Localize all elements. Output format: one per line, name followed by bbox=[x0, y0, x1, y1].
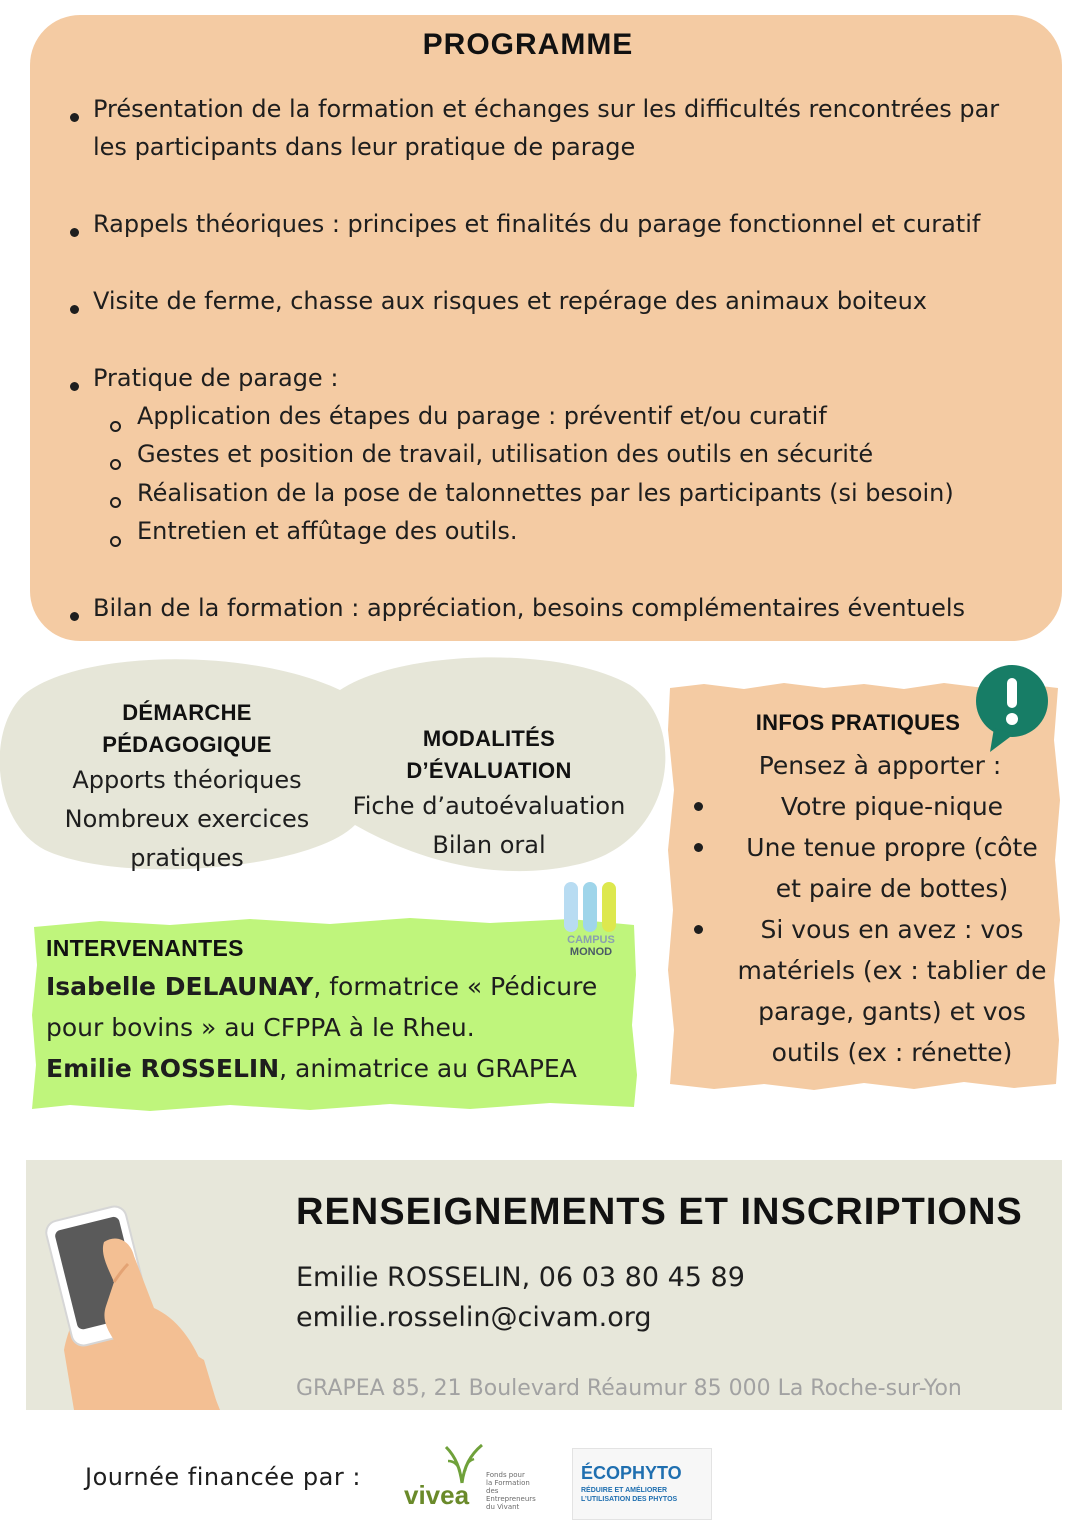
vivea-tag-4: du Vivant bbox=[486, 1503, 520, 1511]
infos-bullet-icon bbox=[694, 925, 703, 934]
intervenante-2-name: Emilie ROSSELIN bbox=[46, 1054, 280, 1083]
infos-list bbox=[690, 786, 1060, 1073]
campus-logo-top: CAMPUS bbox=[567, 934, 615, 946]
infos-item-1 bbox=[690, 786, 1060, 827]
modalites-title: MODALITÉS D’ÉVALUATION bbox=[406, 726, 572, 783]
programme-subitem-3: Réalisation de la pose de talonnettes par les participants (si besoin) bbox=[137, 479, 954, 507]
ecophyto-tag-2: L’UTILISATION DES PHYTOS bbox=[581, 1496, 678, 1503]
vivea-tag-1: Fonds pour bbox=[486, 1471, 525, 1479]
programme-subitem-2: Gestes et position de travail, utilisation des outils en sécurité bbox=[137, 440, 874, 468]
programme-item-4: Pratique de parage : bbox=[93, 364, 339, 392]
infos-item-3-line-3: parage, gants) et vos bbox=[758, 997, 1026, 1026]
contact-email[interactable]: emilie.rosselin@civam.org bbox=[296, 1302, 652, 1333]
infos-bullet-icon bbox=[694, 843, 703, 852]
programme-subitem-1: Application des étapes du parage : préventif et/ou curatif bbox=[137, 402, 827, 430]
infos-item-3-line-2: matériels (ex : tablier de bbox=[737, 956, 1047, 985]
exclamation-icon bbox=[972, 664, 1052, 756]
modalites-line-2: Bilan oral bbox=[432, 831, 546, 859]
programme-title: PROGRAMME bbox=[422, 28, 634, 61]
vivea-tag-2: la Formation bbox=[486, 1479, 530, 1487]
infos-item-2-line-1: Une tenue propre (côte bbox=[746, 833, 1038, 862]
vivea-leaf-icon bbox=[438, 1437, 488, 1485]
vivea-tagline bbox=[486, 1471, 536, 1511]
demarche-block bbox=[40, 697, 334, 878]
contact-title: RENSEIGNEMENTS ET INSCRIPTIONS bbox=[296, 1191, 1023, 1233]
infos-bullet-icon bbox=[694, 802, 703, 811]
contact-address: GRAPEA 85, 21 Boulevard Réaumur 85 000 La Roche-sur-Yon bbox=[296, 1376, 962, 1401]
ecophyto-name: ÉCOPHYTO bbox=[581, 1463, 682, 1483]
programme-item-2: Rappels théoriques : principes et finalités du parage fonctionnel et curatif bbox=[93, 210, 981, 238]
ecophyto-tagline bbox=[581, 1486, 677, 1504]
intervenantes-block bbox=[46, 930, 626, 1089]
phone-in-hand-icon bbox=[44, 1200, 254, 1410]
intervenantes-title: INTERVENANTES bbox=[46, 935, 244, 961]
programme-item-1: Présentation de la formation et échanges sur les difficultés rencontrées par bbox=[93, 95, 1000, 123]
infos-item-2-line-2: et paire de bottes) bbox=[775, 874, 1009, 903]
infos-item-3-line-4: outils (ex : rénette) bbox=[771, 1038, 1013, 1067]
infos-item-1-line-1: Votre pique-nique bbox=[780, 792, 1004, 821]
demarche-line-3: pratiques bbox=[130, 844, 244, 872]
demarche-title: DÉMARCHE PÉDAGOGIQUE bbox=[102, 700, 272, 757]
campus-bar-blue bbox=[564, 882, 578, 932]
ecophyto-tag-1: RÉDUIRE ET AMÉLIORER bbox=[581, 1487, 668, 1494]
ecophyto-logo bbox=[572, 1448, 712, 1520]
modalites-block bbox=[340, 723, 638, 865]
infos-title: INFOS PRATIQUES bbox=[755, 710, 961, 735]
modalites-line-1: Fiche d’autoévaluation bbox=[352, 792, 626, 820]
intervenante-2-role: , animatrice au GRAPEA bbox=[279, 1054, 577, 1083]
programme-item-3: Visite de ferme, chasse aux risques et repérage des animaux boiteux bbox=[93, 287, 928, 315]
campus-logo-bottom: MONOD bbox=[569, 946, 613, 958]
infos-intro: Pensez à apporter : bbox=[758, 751, 1002, 780]
campus-bar-cyan bbox=[583, 882, 597, 932]
infos-item-3 bbox=[690, 909, 1060, 1073]
vivea-logo bbox=[404, 1437, 534, 1517]
demarche-line-2: Nombreux exercices bbox=[64, 805, 310, 833]
campus-bar-yellow bbox=[602, 882, 616, 932]
programme-item-1-cont: les participants dans leur pratique de parage bbox=[93, 133, 636, 161]
vivea-tag-3: des Entrepreneurs bbox=[486, 1487, 536, 1503]
infos-item-2 bbox=[690, 827, 1060, 909]
intervenante-1-role-cont: pour bovins » au CFPPA à le Rheu. bbox=[46, 1013, 475, 1042]
intervenante-1-name: Isabelle DELAUNAY bbox=[46, 972, 314, 1001]
programme-subitem-4: Entretien et affûtage des outils. bbox=[137, 517, 518, 545]
vivea-name: vivea bbox=[404, 1480, 470, 1510]
demarche-line-1: Apports théoriques bbox=[72, 766, 302, 794]
programme-item-5: Bilan de la formation : appréciation, besoins complémentaires éventuels bbox=[93, 594, 966, 622]
contact-name-phone: Emilie ROSSELIN, 06 03 80 45 89 bbox=[296, 1262, 745, 1293]
footer-label: Journée financée par : bbox=[85, 1463, 361, 1491]
intervenante-1-role: , formatrice « Pédicure bbox=[313, 972, 598, 1001]
infos-item-3-line-1: Si vous en avez : vos bbox=[760, 915, 1024, 944]
